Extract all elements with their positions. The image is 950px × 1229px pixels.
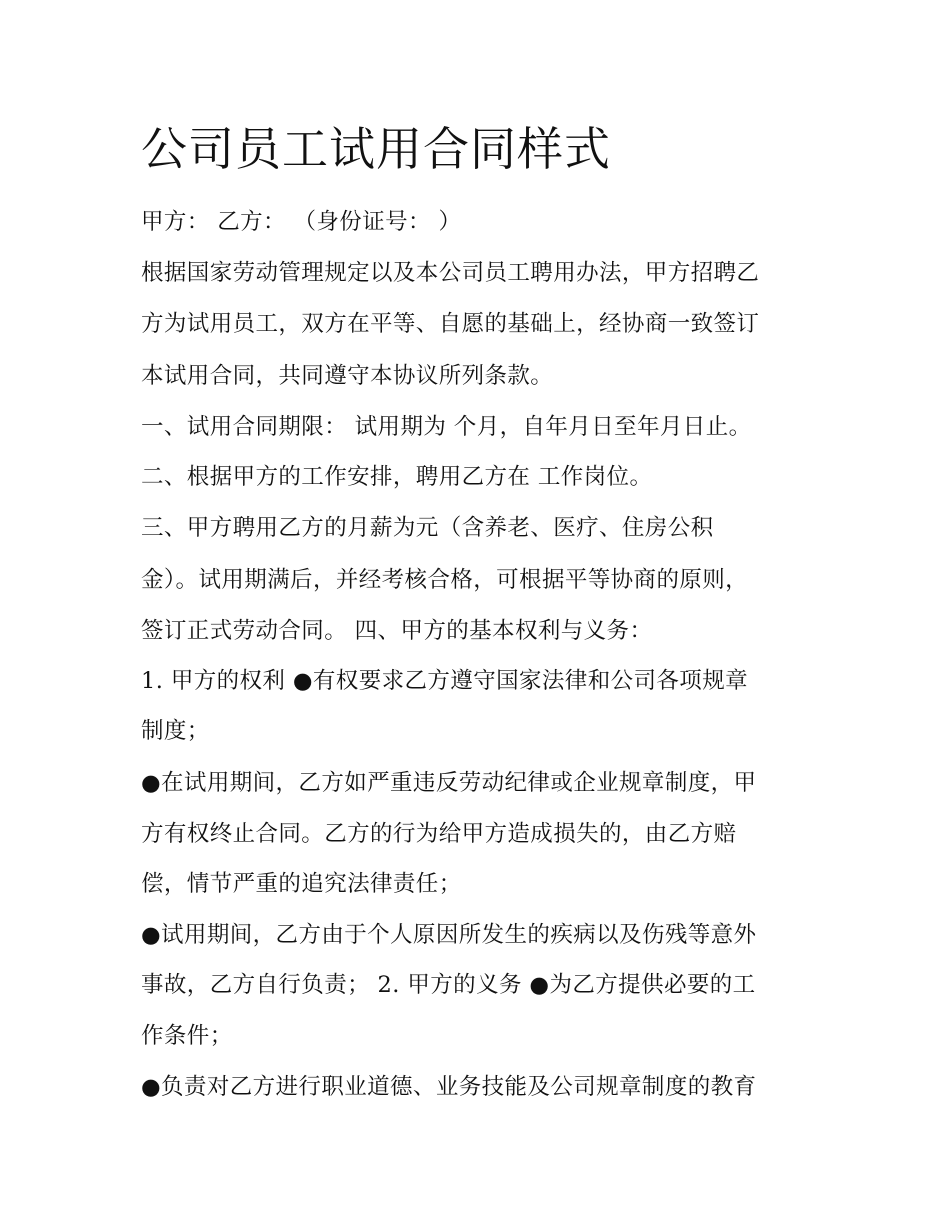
list-item: 1. 甲方的权利 ●有权要求乙方遵守国家法律和公司各项规章 [141,668,749,694]
body-line: 本试用合同，共同遵守本协议所列条款。 [141,363,554,389]
body-line: 根据国家劳动管理规定以及本公司员工聘用办法，甲方招聘乙 [141,260,760,286]
clause-line: 一、试用合同期限： 试用期为 个月，自年月日至年月日止。 [141,414,752,440]
list-item: ●负责对乙方进行职业道德、业务技能及公司规章制度的教育 [141,1074,757,1100]
body-line: 方有权终止合同。乙方的行为给甲方造成损失的，由乙方赔 [141,821,737,847]
party-line: 甲方： 乙方： （身份证号： ） [141,209,462,235]
clause-line: 三、甲方聘用乙方的月薪为元（含养老、医疗、住房公积 [141,515,714,541]
list-item: ●在试用期间，乙方如严重违反劳动纪律或企业规章制度，甲 [141,770,757,796]
body-line: 制度； [141,718,210,744]
list-item: ●试用期间，乙方由于个人原因所发生的疾病以及伤残等意外 [141,922,757,948]
body-line: 方为试用员工，双方在平等、自愿的基础上，经协商一致签订 [141,311,760,337]
clause-line: 二、根据甲方的工作安排，聘用乙方在 工作岗位。 [141,464,653,490]
body-line: 事故，乙方自行负责； 2. 甲方的义务 ●为乙方提供必要的工 [141,972,756,998]
document-title: 公司员工试用合同样式 [141,122,611,176]
body-line: 金）。试用期满后，并经考核合格，可根据平等协商的原则， [141,567,749,593]
body-line: 签订正式劳动合同。 四、甲方的基本权利与义务： [141,618,653,644]
body-line: 作条件； [141,1023,233,1049]
body-line: 偿，情节严重的追究法律责任； [141,871,462,897]
